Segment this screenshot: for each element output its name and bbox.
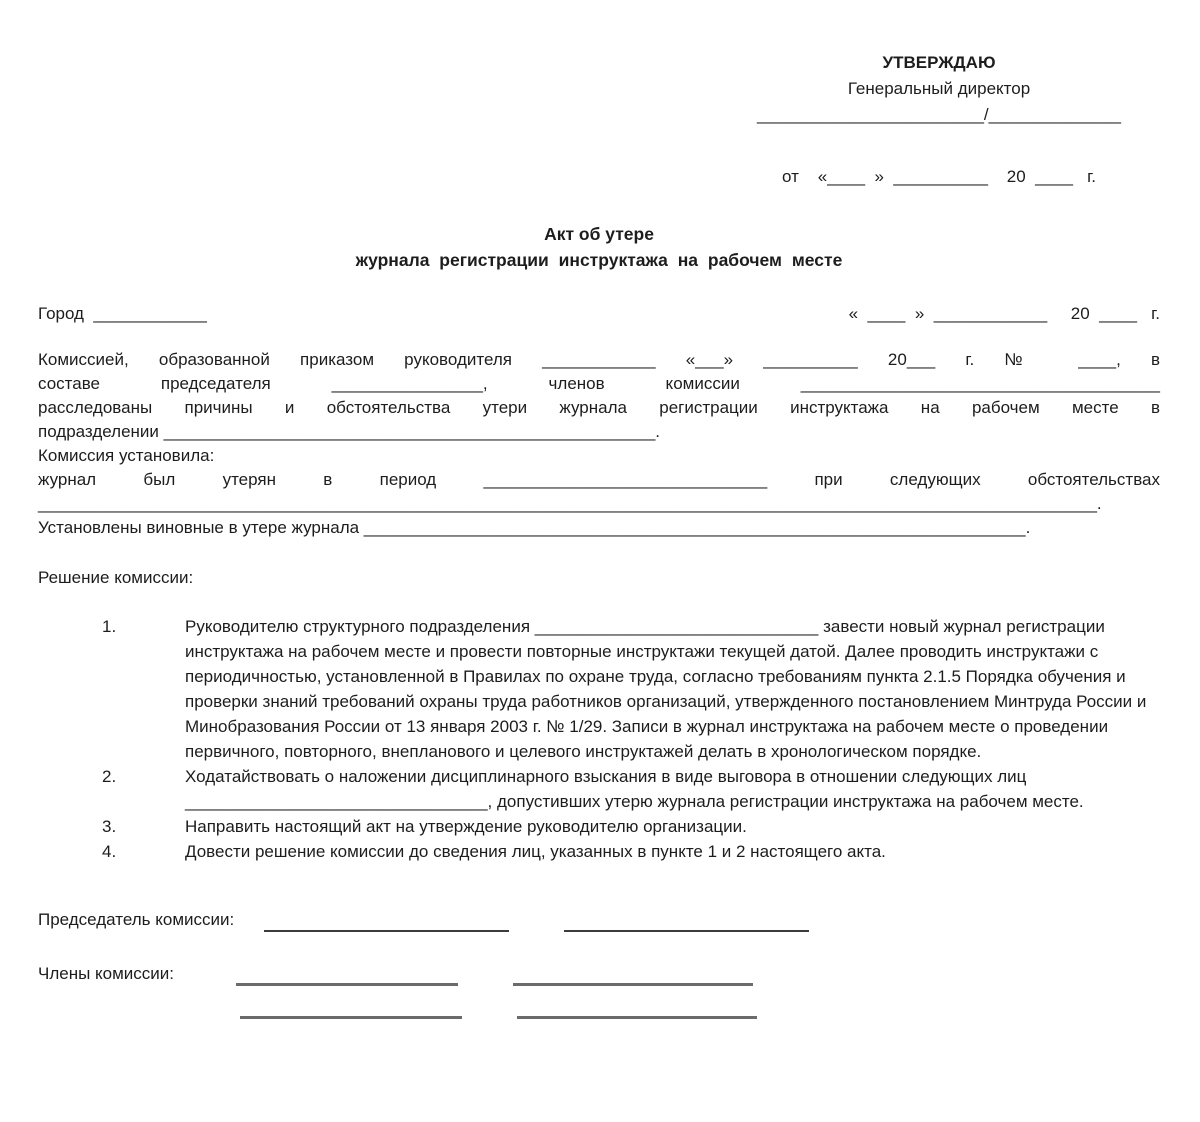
commission-findings — [38, 444, 1160, 540]
decision-item-text: Ходатайствовать о наложении дисциплинарного взыскания в виде выговора в отношении следующих лиц ________________________________, допустивших утерю журнала регистрации инструктажа на рабочем месте. — [185, 767, 1084, 811]
document-title-line2: журнала регистрации инструктажа на рабочем месте — [355, 250, 843, 270]
intro-line: Комиссией, образованной приказом руководителя ____________ «___» __________ 20___ г. № ____, в — [38, 350, 1160, 369]
intro-line: составе председателя ________________, членов комиссии ______________________________________ — [38, 374, 1160, 393]
approver-position: Генеральный директор — [847, 79, 1031, 98]
decision-item — [38, 839, 1160, 864]
members-signature-row — [38, 962, 1160, 986]
document-title-line1: Акт об утере — [544, 224, 654, 244]
member-signature-line — [240, 998, 462, 1019]
decision-item — [38, 814, 1160, 839]
intro-paragraph — [38, 348, 1160, 444]
member-name-line — [513, 965, 753, 986]
circumstances-blank-line: ________________________________________________________________________________________________________________. — [38, 494, 1102, 513]
decision-label: Решение комиссии: — [38, 568, 194, 587]
intro-line: расследованы причины и обстоятельства утери журнала регистрации инструктажа на рабочем месте в — [38, 398, 1160, 417]
guilty-parties-line: Установлены виновные в утере журнала ______________________________________________________________________. — [38, 518, 1031, 537]
approval-label: УТВЕРЖДАЮ — [882, 53, 996, 72]
intro-line: подразделении ____________________________________________________. — [38, 422, 660, 441]
decision-item-number: 1. — [102, 617, 117, 636]
city-field: Город ____________ — [38, 304, 207, 323]
decision-item — [38, 764, 1160, 814]
decision-item — [38, 614, 1160, 764]
chairman-name-line — [564, 910, 809, 932]
decision-item-text: Довести решение комиссии до сведения лиц, указанных в пункте 1 и 2 настоящего акта. — [185, 842, 886, 861]
member-signature-line — [236, 965, 458, 986]
city-date-row — [38, 302, 1160, 326]
members-label: Члены комиссии: — [38, 964, 175, 983]
decision-list — [38, 614, 1160, 864]
decision-item-number: 3. — [102, 817, 117, 836]
chairman-signature-row — [38, 908, 1160, 932]
decision-item-text: Руководителю структурного подразделения ______________________________ завести новый журнал регистрации инструктажа на рабочем месте и провести повторные инструктажи текущей датой. Далее проводить инструктажи с периодичностью, установленной в Правилах по охране труда, согласно требованиям пункта 2.1.5 Порядка обучения и проверки знаний требований охраны труда работников организаций, утвержденного постановлением Минтруда России и Минобразования России от 13 января 2003 г. № 1/29. Записи в журнал инструктажа на рабочем месте о проведении первичного, повторного, внепланового и целевого инструктажей делать в хронологическом порядке. — [185, 617, 1147, 761]
decision-item-number: 4. — [102, 842, 117, 861]
chairman-signature-line — [264, 910, 509, 932]
member-name-line — [517, 998, 757, 1019]
members-signature-row — [38, 998, 1160, 1019]
signatures-section — [38, 908, 1160, 1019]
commission-established-label: Комиссия установила: — [38, 446, 215, 465]
decision-item-number: 2. — [102, 767, 117, 786]
approval-signature-line: ________________________/______________ — [757, 105, 1121, 124]
approval-block — [724, 50, 1154, 190]
chairman-label: Председатель комиссии: — [38, 910, 235, 929]
document-date-field: « ____ » ____________ 20 ____ г. — [848, 304, 1160, 323]
approval-date-line: от «____ » __________ 20 ____ г. — [781, 167, 1096, 186]
lost-period-line: журнал был утерян в период ______________________________ при следующих обстоятельствах — [38, 470, 1160, 489]
decision-item-text: Направить настоящий акт на утверждение руководителю организации. — [185, 817, 747, 836]
